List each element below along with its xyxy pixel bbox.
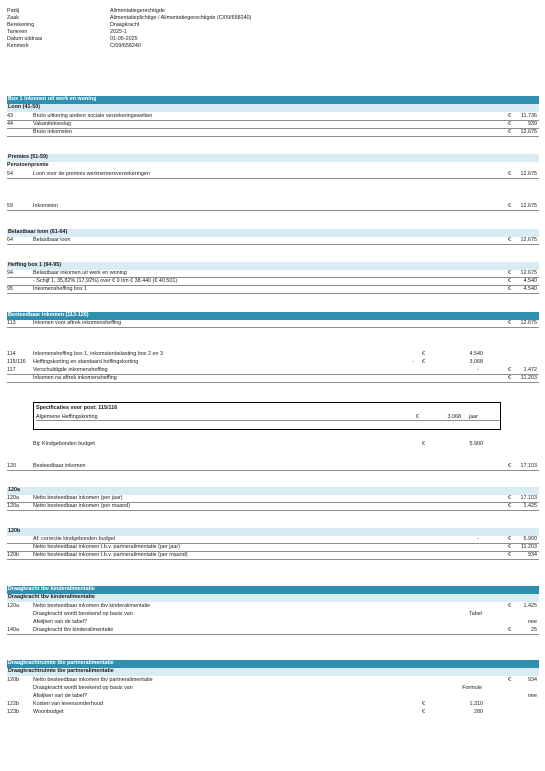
section-header-besteedbaar: Besteedbaar inkomen (113-120) [7, 312, 539, 320]
meta-label: Zaak [7, 15, 19, 21]
meta-value: C/09/658240 [110, 43, 141, 49]
row-currency: € [508, 463, 511, 469]
row-currency: € [508, 367, 511, 373]
spec-value: 3.068 [447, 414, 461, 420]
row-code: 140a [7, 627, 19, 633]
row-code: 115/116 [7, 359, 26, 365]
row-partner-afwijken [7, 693, 539, 701]
row-value: 5.900 [469, 441, 483, 447]
row-method: Tabel [469, 611, 482, 617]
row-code: 43 [7, 113, 13, 119]
row-label: Kosten van levensonderhoud [33, 701, 103, 707]
row-answer: nee [528, 619, 537, 625]
meta-value: Alimentatieplichtige / Alimentatiegerechtigde (C/09/658240) [110, 15, 252, 21]
subsection-premies: Premies (51-59) [7, 154, 539, 162]
row-currency: € [508, 171, 511, 177]
meta-value: 2025-1 [110, 29, 127, 35]
row-value: 4.540 [523, 278, 537, 284]
row-label: Netto besteedbaar inkomen (per jaar) [33, 495, 123, 501]
row-94-schijf [7, 278, 539, 286]
row-114 [7, 351, 539, 359]
row-code: 64 [7, 237, 13, 243]
row-code: 44 [7, 121, 13, 127]
row-currency: € [422, 359, 425, 365]
row-code: 122b [7, 701, 19, 707]
row-minus: - [477, 367, 479, 373]
row-code: 94 [7, 270, 13, 276]
row-label: Draagkracht wordt berekend op basis van [33, 685, 133, 691]
row-code: 120 [7, 463, 16, 469]
case-metadata [7, 8, 307, 50]
row-label: Bruto inkomsten [33, 129, 72, 135]
row-answer: nee [528, 693, 537, 699]
row-label: Afwijken van de tabel? [33, 693, 87, 699]
row-currency: € [508, 113, 511, 119]
meta-value: 01-05-2025 [110, 36, 138, 42]
row-currency: € [508, 270, 511, 276]
row-117 [7, 367, 539, 375]
row-value: 12.675 [520, 270, 537, 276]
row-94 [7, 270, 539, 278]
row-label: Afwijken van de tabel? [33, 619, 87, 625]
row-label: Inkomen na aftrek inkomensheffing [33, 375, 117, 381]
row-label: Netto besteedbaar inkomen (per maand) [33, 503, 131, 509]
row-currency: € [422, 701, 425, 707]
row-bruto-inkomsten [7, 129, 539, 137]
meta-label: Tarieven [7, 29, 28, 35]
row-64 [7, 237, 539, 245]
row-value: 25 [531, 627, 537, 633]
row-120b-jaar [7, 544, 539, 552]
row-123b [7, 709, 539, 717]
row-value: 11.736 [520, 113, 537, 119]
row-value: 934 [528, 552, 537, 558]
row-currency: € [508, 203, 511, 209]
row-currency: € [422, 351, 425, 357]
row-label: Netto besteedbaar inkomen t.b.v. partneralimentatie (per jaar) [33, 544, 181, 550]
row-label: Woonbudget [33, 709, 64, 715]
row-43 [7, 113, 539, 121]
row-value: 12.675 [520, 203, 537, 209]
row-label: Inkomsten [33, 203, 58, 209]
subsection-heffing-box1: Heffing box 1 (94-95) [7, 262, 539, 270]
row-115-116 [7, 359, 539, 367]
row-label: Verschuldigde inkomensheffing [33, 367, 108, 373]
row-correctie-kgb [7, 536, 539, 544]
row-value: 280 [474, 709, 483, 715]
row-120a-maand [7, 503, 539, 511]
subsection-loon: Loon (41-50) [7, 104, 539, 112]
row-currency: € [508, 375, 511, 381]
row-label: Inkomensheffing box 1, inkomstenbelasting box 2 en 3 [33, 351, 163, 357]
row-label: Loon voor de premies werknemersverzekeringen [33, 171, 150, 177]
row-value: 1.425 [523, 603, 537, 609]
row-label: Vakantietoeslag [33, 121, 71, 127]
row-value: 5.900 [523, 536, 537, 542]
row-code: 54 [7, 171, 13, 177]
row-value: 12.675 [520, 237, 537, 243]
row-label: Draagkracht tbv kinderalimentatie [33, 627, 114, 633]
row-label: Netto besteedbaar inkomen tbv partneralimentatie [33, 677, 153, 683]
row-value: 17.103 [520, 495, 537, 501]
meta-label: Datum uitdraai [7, 36, 43, 42]
row-59 [7, 203, 539, 211]
row-44 [7, 121, 539, 129]
row-currency: € [508, 536, 511, 542]
row-label: Belastbaar inkomen uit werk en woning [33, 270, 127, 276]
row-code: 120a [7, 495, 19, 501]
row-value: 1.425 [523, 503, 537, 509]
row-minus: - [477, 536, 479, 542]
row-method: Formule [462, 685, 482, 691]
row-value: 3.068 [469, 359, 483, 365]
row-140a [7, 627, 539, 635]
row-code: 120a [7, 603, 19, 609]
row-currency: € [508, 503, 511, 509]
row-code: 114 [7, 351, 16, 357]
spec-unit: jaar [469, 414, 478, 420]
row-label: Netto besteedbaar inkomen tbv kinderalimentatie [33, 603, 151, 609]
row-label: Inkomensheffing box 1 [33, 286, 88, 292]
section-header-draagkracht-partner: Draagkrachtruimte tbv partneralimentatie [7, 660, 539, 668]
section-header-draagkracht-kind: Draagkracht tbv kinderalimentatie [7, 586, 539, 594]
row-currency: € [508, 278, 511, 284]
row-120 [7, 463, 539, 471]
row-currency: € [508, 495, 511, 501]
row-currency: € [508, 603, 511, 609]
row-currency: € [508, 677, 511, 683]
row-value: 934 [528, 677, 537, 683]
row-na-aftrek [7, 375, 539, 383]
specification-box [33, 402, 501, 430]
meta-label: Berekening [7, 22, 35, 28]
row-currency: € [508, 286, 511, 292]
spec-title: Specificaties voor post: 115/116 [36, 405, 118, 411]
meta-value: Draagkracht [110, 22, 140, 28]
row-113 [7, 320, 539, 328]
row-code: 95 [7, 286, 13, 292]
row-code: 120a [7, 503, 19, 509]
row-currency: € [508, 320, 511, 326]
row-partner-basis [7, 685, 539, 693]
subsection-120a: 120a [7, 487, 539, 495]
spec-currency: € [416, 414, 419, 420]
subsection-draagkracht-kind: Draagkracht tbv kinderalimentatie [7, 594, 539, 602]
section-header-box1: Box 1 Inkomen uit werk en woning [7, 96, 539, 104]
row-value: 939 [528, 121, 537, 127]
row-code: 59 [7, 203, 13, 209]
row-currency: € [508, 237, 511, 243]
row-value: 1.472 [523, 367, 537, 373]
row-label: Besteedbaar inkomen [33, 463, 86, 469]
meta-label: Kenmerk [7, 43, 29, 49]
subsection-120b: 120b [7, 528, 539, 536]
row-currency: € [422, 709, 425, 715]
row-value: 1.310 [469, 701, 483, 707]
row-value: 11.203 [520, 375, 537, 381]
row-value: 4.540 [523, 286, 537, 292]
row-currency: € [422, 441, 425, 447]
row-kindgebonden-budget [7, 441, 539, 449]
row-122b [7, 701, 539, 709]
pensioenpremie-heading: Pensioenpremie [7, 162, 49, 168]
row-code: 120b [7, 552, 19, 558]
row-label: Heffingskorting en standaard heffingskorting [33, 359, 139, 365]
row-partner-netto [7, 677, 539, 685]
row-label: Draagkracht wordt berekend op basis van [33, 611, 133, 617]
row-currency: € [508, 627, 511, 633]
row-kind-basis [7, 611, 539, 619]
row-54 [7, 171, 539, 179]
row-label: Bruto uitkering andere sociale verzekeringswetten [33, 113, 153, 119]
meta-label: Partij [7, 8, 20, 14]
row-currency: € [508, 129, 511, 135]
row-label: Af: correctie kindgebonden budget [33, 536, 116, 542]
meta-value: Alimentatiegerechtigde [110, 8, 165, 14]
row-value: 12.675 [520, 129, 537, 135]
row-kind-afwijken [7, 619, 539, 627]
row-label: Bij: Kindgebonden budget [33, 441, 95, 447]
row-label: Belastbaar loon [33, 237, 71, 243]
subsection-draagkracht-partner: Draagkrachtruimte tbv partneralimentatie [7, 668, 539, 676]
row-value: 17.103 [520, 463, 537, 469]
row-currency: € [508, 552, 511, 558]
row-label: Inkomen voor aftrek inkomensheffing [33, 320, 122, 326]
row-minus: - [412, 359, 414, 365]
row-label: Netto besteedbaar inkomen t.b.v. partneralimentatie (per maand) [33, 552, 188, 558]
spec-row [36, 414, 500, 421]
row-value: 12.675 [520, 171, 537, 177]
row-120b-maand [7, 552, 539, 560]
row-kind-netto [7, 603, 539, 611]
row-code: 117 [7, 367, 16, 373]
row-95 [7, 286, 539, 294]
row-value: 11.203 [520, 544, 537, 550]
row-currency: € [508, 544, 511, 550]
row-code: 113 [7, 320, 16, 326]
row-code: 123b [7, 709, 19, 715]
spec-label: Algemene Heffingskorting [36, 414, 98, 420]
row-value: 4.540 [469, 351, 483, 357]
row-code: 120b [7, 677, 19, 683]
subsection-belastbaar-loon: Belastbaar loon (61-64) [7, 229, 539, 237]
row-120a-jaar [7, 495, 539, 503]
row-currency: € [508, 121, 511, 127]
row-value: 12.675 [520, 320, 537, 326]
row-label: - Schijf 1, 35,82% (17,92%) over € 0 t/m € 38.440 (€ 40.501) [33, 278, 178, 284]
